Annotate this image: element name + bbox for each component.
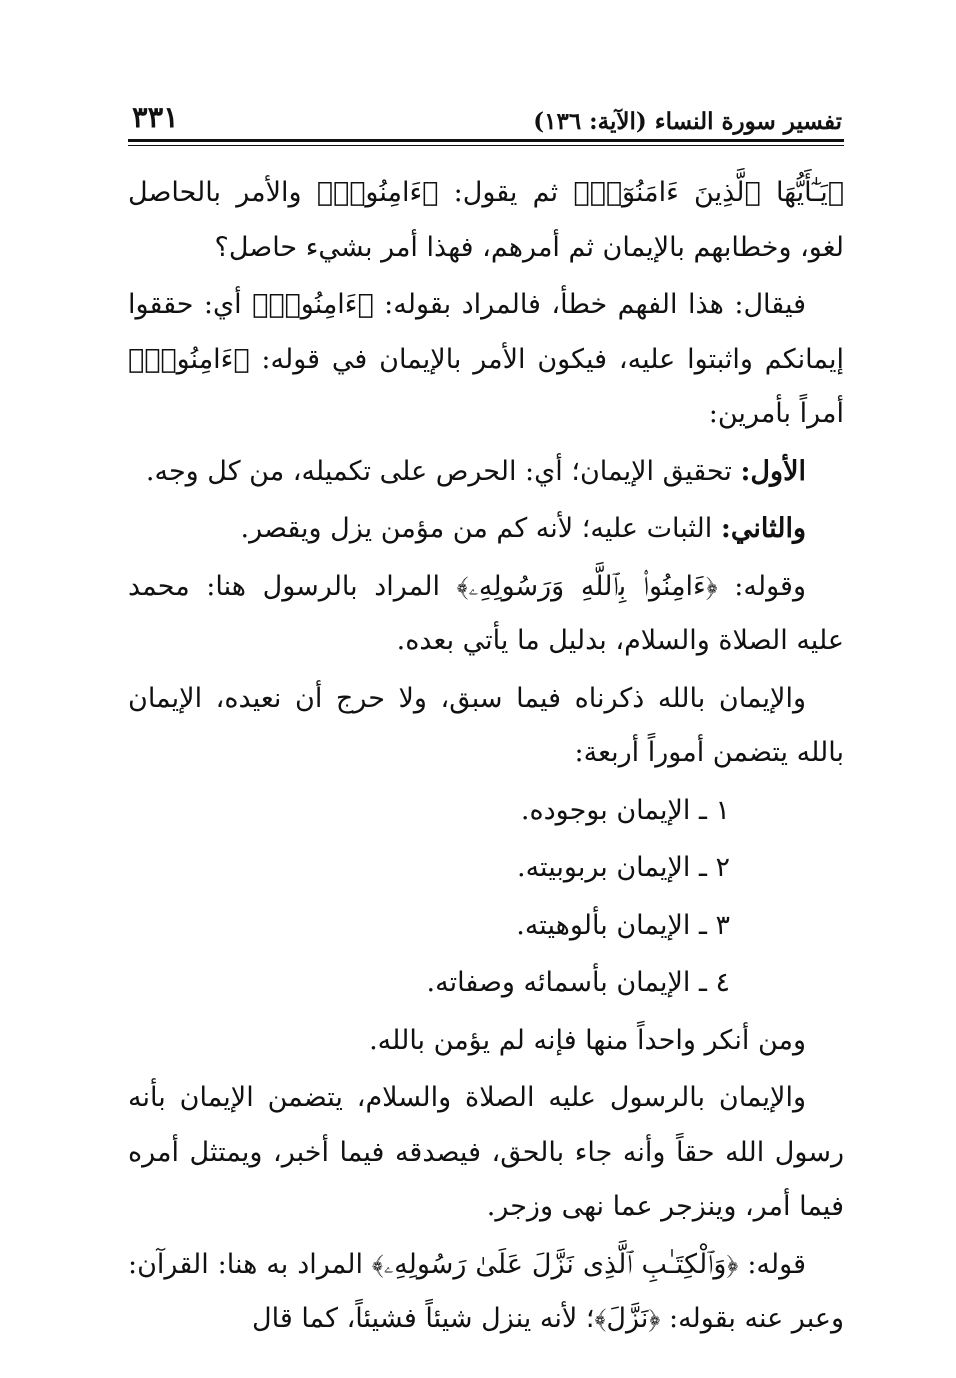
page-number: ٣٣١ (132, 100, 179, 134)
list-item: ١ ـ الإيمان بوجوده. (520, 794, 730, 826)
paragraph: وقوله: ﴿ءَامِنُوا۟ بِٱللَّهِ وَرَسُولِهِۦ﴾ المراد بالرسول هنا: محمد عليه الصلاة والسلام، بدليل ما يأتي بعده. (128, 570, 844, 656)
paragraph: والإيمان بالرسول عليه الصلاة والسلام، يتضمن الإيمان بأنه رسول الله حقاً وأنه جاء بالحق، فيصدقه فيما أخبر، ويمتثل أمره فيما أمر، وينزجر عما نهى وزجر. (128, 1082, 844, 1222)
page-header (128, 92, 844, 136)
book-page (128, 92, 844, 1350)
bold-lead: والثاني: (720, 513, 806, 544)
paragraph-second-point: والثاني: الثبات عليه؛ لأنه كم من مؤمن يزل ويقصر. (240, 513, 806, 544)
header-rule-thick (128, 139, 844, 142)
header-rule-thin (128, 145, 844, 146)
list-item: ٤ ـ الإيمان بأسمائه وصفاته. (426, 967, 730, 998)
paragraph: ﴿يَـٰٓأَيُّهَا ٱلَّذِينَ ءَامَنُوٓا۟﴾ ثم يقول: ﴿ءَامِنُوا۟﴾ والأمر بالحاصل لغو، وخطابهم بالإيمان ثم أمرهم، فهذا أمر بشيء حاصل؟ (128, 177, 844, 263)
paragraph: والإيمان بالله ذكرناه فيما سبق، ولا حرج أن نعيده، الإيمان بالله يتضمن أموراً أربعة: (128, 682, 844, 768)
list-item: ٣ ـ الإيمان بألوهيته. (516, 909, 730, 941)
paragraph: ومن أنكر واحداً منها فإنه لم يؤمن بالله. (369, 1024, 806, 1056)
list-item: ٢ ـ الإيمان بربوبيته. (517, 852, 730, 883)
page-body (128, 166, 844, 1347)
bold-lead: الأول: (740, 455, 806, 487)
running-title: تفسير سورة النساء (الآية: ١٣٦) (533, 108, 842, 135)
paragraph: قوله: ﴿وَٱلْكِتَـٰبِ ٱلَّذِى نَزَّلَ عَلَىٰ رَسُولِهِۦ﴾ المراد به هنا: القرآن: وعبر عنه بقوله: ﴿نَزَّلَ﴾؛ لأنه ينزل شيئاً فشيئاً، كما قال (128, 1248, 844, 1334)
paragraph: فيقال: هذا الفهم خطأ، فالمراد بقوله: ﴿ءَامِنُوا۟﴾ أي: حققوا إيمانكم واثبتوا عليه، فيكون الأمر بالإيمان في قوله: ﴿ءَامِنُوا۟﴾ أمراً بأمرين: (128, 289, 844, 429)
paragraph-first-point: الأول: تحقيق الإيمان؛ أي: الحرص على تكميله، من كل وجه. (145, 455, 806, 487)
